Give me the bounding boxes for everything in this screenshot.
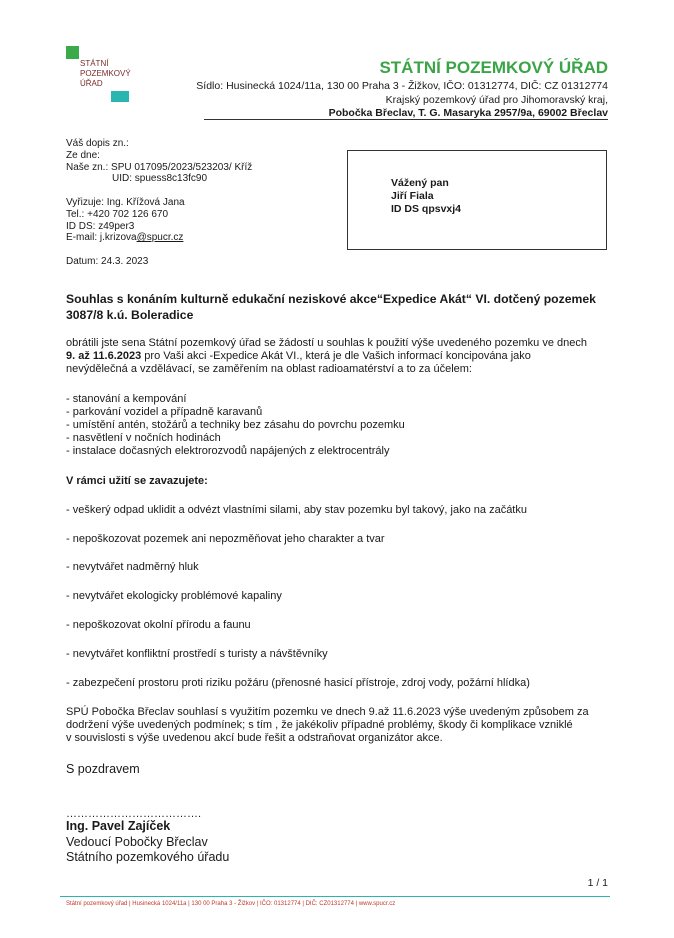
- email-link[interactable]: @spucr.cz: [136, 232, 184, 244]
- signatory-role-1: Vedoucí Pobočky Břeclav: [66, 834, 208, 849]
- phone: Tel.: +420 702 126 670: [66, 208, 169, 220]
- contact-block: [66, 197, 185, 244]
- obligations-heading: V rámci užití se zavazujete:: [66, 475, 208, 487]
- logo-text: [80, 59, 131, 89]
- signatory-role-2: Státního pozemkového úřadu: [66, 850, 230, 864]
- regional-office: Krajský pozemkový úřad pro Jihomoravský kraj,: [385, 94, 608, 106]
- footer-divider: [60, 896, 610, 897]
- list-item: - umístění antén, stožárů a techniky bez zásahu do povrchu pozemku: [66, 419, 405, 431]
- logo-line-3: ÚŘAD: [80, 79, 103, 88]
- header-divider: [204, 119, 608, 120]
- signature-dots: ……………………………….: [66, 808, 202, 820]
- consent-line-3: v souvislosti s výše uvedenou akcí bude řešit a odstraňovat organizátor akce.: [66, 732, 443, 744]
- consent-line-2: dodržení výše uvedených podmínek; s tím , že jakékoliv případné problémy, škody či komplikace vzniklé: [66, 719, 573, 731]
- list-item: - nasvětlení v nočních hodinách: [66, 432, 221, 444]
- reference-block: [66, 138, 252, 185]
- recipient-salutation: Vážený pan: [391, 177, 449, 189]
- obligation-item: - nepoškozovat pozemek ani nepozměňovat jeho charakter a tvar: [66, 533, 385, 545]
- your-letter-ref: Váš dopis zn.:: [66, 138, 129, 149]
- signatory-name: Ing. Pavel Zajíček: [66, 819, 171, 833]
- logo-green-square: [66, 46, 79, 59]
- email: [66, 232, 185, 244]
- recipient-name: Jiří Fiala: [391, 190, 434, 202]
- intro-line-2: 9. až 11.6.2023 pro Vaši akci -Expedice Akát VI., která je dle Vašich informací koncipována jako: [66, 350, 531, 362]
- logo-line-1: STÁTNÍ: [80, 59, 109, 68]
- list-item: - stanování a kempování: [66, 393, 187, 405]
- page-number: 1 / 1: [587, 877, 608, 889]
- consent-paragraph: [66, 706, 589, 745]
- recipient-box: [347, 150, 607, 250]
- our-ref: Naše zn.: SPU 017095/2023/523203/ Kříž: [66, 161, 253, 173]
- email-prefix: E-mail: j.krizova: [66, 232, 137, 244]
- subject: Souhlas s konáním kulturně edukační neziskové akce“Expedice Akát“ VI. dotčený pozemek 3087/8 k.ú. Boleradice: [66, 292, 596, 322]
- event-dates: 9. až 11.6.2023: [66, 350, 142, 362]
- footer-text: Státní pozemkový úřad | Husinecká 1024/11a | 130 00 Praha 3 - Žižkov | IČO: 01312774 | DIČ: CZ01312774 | www.spucr.cz: [66, 901, 396, 907]
- list-item: - instalace dočasných elektrorozvodů napájených z elektrocentrály: [66, 445, 390, 457]
- list-item: - parkování vozidel a případně karavanů: [66, 406, 263, 418]
- handled-by: Vyřizuje: Ing. Křížová Jana: [66, 197, 185, 208]
- consent-line-1: SPÚ Pobočka Břeclav souhlasí s využitím pozemku ve dnech 9.až 11.6.2023 výše uvedeným způsobem za: [66, 706, 589, 718]
- intro-paragraph: [66, 337, 587, 376]
- signature-block: [66, 819, 229, 866]
- recipient-data-box: ID DS qpsvxj4: [391, 203, 462, 215]
- branch-address: Pobočka Břeclav, T. G. Masaryka 2957/9a, 69002 Břeclav: [328, 107, 608, 119]
- document-date: Datum: 24.3. 2023: [66, 256, 149, 267]
- data-box-id: ID DS: z49per3: [66, 220, 135, 232]
- obligation-item: - nevytvářet nadměrný hluk: [66, 561, 199, 573]
- organization-name: STÁTNÍ POZEMKOVÝ ÚŘAD: [379, 58, 608, 77]
- purpose-list: [66, 393, 405, 458]
- logo-line-2: POZEMKOVÝ: [80, 69, 131, 78]
- obligation-item: - nevytvářet ekologicky problémové kapaliny: [66, 590, 282, 602]
- logo-teal-rectangle: [111, 91, 129, 102]
- intro-line-3: nevýdělečná a vzdělávací, se zaměřením na oblast radioamatérství a to za účelem:: [66, 363, 472, 375]
- date-of-letter: Ze dne:: [66, 149, 100, 161]
- intro-line-1: obrátili jste sena Státní pozemkový úřad se žádostí u souhlas k použití výše uvedeného pozemku ve dnech: [66, 337, 587, 349]
- obligation-item: - nepoškozovat okolní přírodu a faunu: [66, 619, 251, 631]
- obligation-item: - nevytvářet konfliktní prostředí s turisty a návštěvníky: [66, 648, 328, 660]
- greeting: S pozdravem: [66, 762, 140, 776]
- headquarters-address: Sídlo: Husinecká 1024/11a, 130 00 Praha 3 - Žižkov, IČO: 01312774, DIČ: CZ 01312774: [196, 80, 608, 92]
- uid: UID: spuess8c13fc90: [112, 173, 208, 185]
- obligation-item: - veškerý odpad uklidit a odvézt vlastními silami, aby stav pozemku byl takový, jako na začátku: [66, 504, 527, 516]
- obligation-item: - zabezpečení prostoru proti riziku požáru (přenosné hasicí přístroje, zdroj vody, požární hlídka): [66, 677, 530, 689]
